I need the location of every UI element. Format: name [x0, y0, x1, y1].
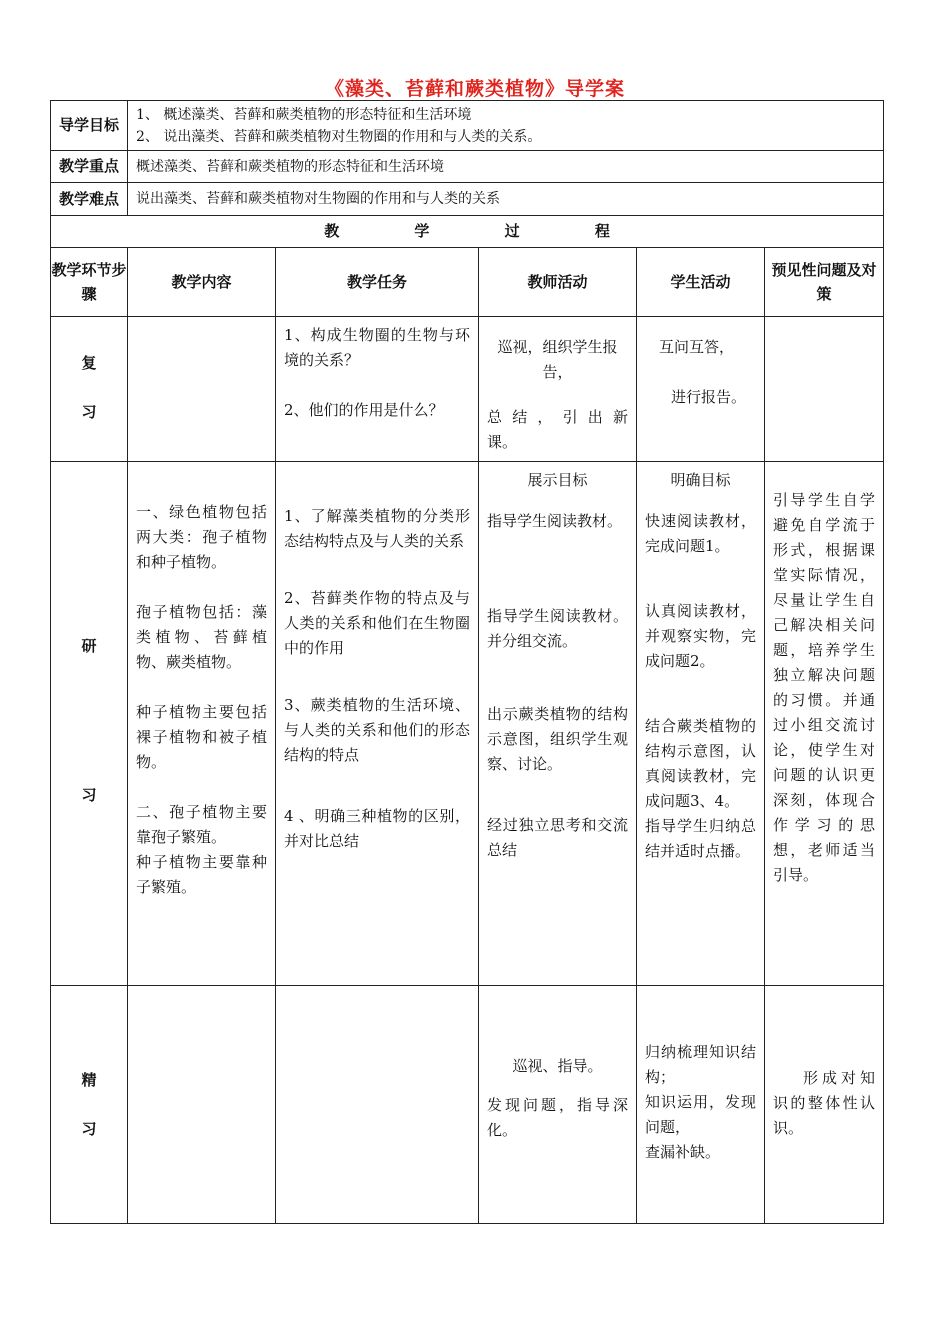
study-task-2: 2、苔藓类作物的特点及与人类的关系和他们在生物圈中的作用 [284, 589, 470, 657]
study-teacher-3: 出示蕨类植物的结构示意图，组织学生观察、讨论。 [487, 705, 628, 773]
review-task-2: 2、他们的作用是什么？ [284, 401, 444, 419]
study-task [276, 462, 479, 986]
goals-label: 导学目标 [51, 101, 128, 151]
study-content-4: 二、孢子植物主要靠孢子繁殖。 [136, 803, 267, 846]
difficulty-label: 教学难点 [51, 183, 128, 216]
study-student-2: 认真阅读教材，并观察实物，完成问题2。 [645, 602, 756, 670]
practice-student-3: 查漏补缺。 [645, 1143, 721, 1161]
practice-stage [51, 986, 128, 1224]
practice-student-2: 知识运用，发现问题， [645, 1093, 756, 1136]
difficulty-row [51, 183, 884, 216]
practice-predict [765, 986, 884, 1224]
study-student-0: 明确目标 [670, 471, 731, 489]
practice-teacher [479, 986, 637, 1224]
study-content [128, 462, 276, 986]
practice-stage-a: 精 [81, 1071, 97, 1089]
study-content-5: 种子植物主要靠种子繁殖。 [136, 853, 267, 896]
header-step: 教学环节步骤 [51, 248, 128, 317]
process-title: 教 学 过 程 [51, 216, 884, 248]
study-teacher [479, 462, 637, 986]
practice-student [637, 986, 765, 1224]
study-content-1: 一、绿色植物包括两大类：孢子植物和种子植物。 [136, 503, 267, 571]
key-point-label: 教学重点 [51, 151, 128, 183]
review-task-1: 1、构成生物圈的生物与环境的关系？ [284, 326, 470, 369]
goal-line-1: 1、 概述藻类、苔藓和蕨类植物的形态特征和生活环境 [136, 106, 472, 123]
study-content-3: 种子植物主要包括裸子植物和被子植物。 [136, 703, 267, 771]
review-predict [765, 317, 884, 462]
study-stage [51, 462, 128, 986]
study-teacher-4: 经过独立思考和交流总结 [487, 816, 628, 859]
header-predict: 预见性问题及对策 [765, 248, 884, 317]
study-content-2: 孢子植物包括：藻类植物、苔藓植物、蕨类植物。 [136, 603, 267, 671]
practice-student-1: 归纳梳理知识结构； [645, 1043, 756, 1086]
study-teacher-2: 指导学生阅读教材。并分组交流。 [487, 607, 628, 650]
study-task-1: 1、了解藻类植物的分类形态结构特点及与人类的关系 [284, 507, 470, 550]
practice-task [276, 986, 479, 1224]
goal-line-2: 2、 说出藻类、苔藓和蕨类植物对生物圈的作用和与人类的关系。 [136, 128, 542, 145]
page-title: 《藻类、苔藓和蕨类植物》导学案 [324, 78, 625, 100]
review-stage-a: 复 [81, 354, 97, 372]
review-task [276, 317, 479, 462]
study-student-4: 指导学生归纳总结并适时点播。 [645, 817, 756, 860]
header-content: 教学内容 [128, 248, 276, 317]
review-teacher-2: 总 结 ， 引 出 新 课。 [487, 408, 628, 451]
practice-teacher-1: 巡视、指导。 [512, 1057, 603, 1075]
review-student [637, 317, 765, 462]
header-teacher: 教师活动 [479, 248, 637, 317]
review-student-2: 进行报告。 [671, 388, 747, 406]
study-teacher-1: 指导学生阅读教材。 [487, 512, 623, 530]
study-teacher-0: 展示目标 [527, 471, 588, 489]
review-teacher-1: 巡视，组织学生报告， [497, 338, 618, 381]
practice-teacher-2: 发现问题，指导深化。 [487, 1096, 628, 1139]
review-teacher [479, 317, 637, 462]
study-student-1: 快速阅读教材，完成问题1。 [645, 512, 756, 555]
practice-predict-text: 形成对知识的整体性认识。 [773, 1069, 876, 1137]
study-student-3: 结合蕨类植物的结构示意图，认真阅读教材，完成问题3、4。 [645, 717, 756, 810]
lesson-plan-table [50, 100, 884, 1224]
practice-row [51, 986, 884, 1224]
practice-stage-b: 习 [81, 1120, 97, 1138]
study-task-4: 4 、明确三种植物的区别，并对比总结 [284, 807, 470, 850]
review-content [128, 317, 276, 462]
study-stage-b: 习 [81, 786, 97, 804]
goals-text [128, 101, 884, 151]
study-row [51, 462, 884, 986]
study-student [637, 462, 765, 986]
process-title-row [51, 216, 884, 248]
study-task-3: 3、蕨类植物的生活环境、与人类的关系和他们的形态结构的特点 [284, 696, 470, 764]
difficulty-text: 说出藻类、苔藓和蕨类植物对生物圈的作用和与人类的关系 [128, 183, 884, 216]
review-student-1: 互问互答， [659, 338, 735, 356]
header-student: 学生活动 [637, 248, 765, 317]
key-point-row [51, 151, 884, 183]
key-point-text: 概述藻类、苔藓和蕨类植物的形态特征和生活环境 [128, 151, 884, 183]
goals-row [51, 101, 884, 151]
review-row [51, 317, 884, 462]
review-stage-b: 习 [81, 403, 97, 421]
header-task: 教学任务 [276, 248, 479, 317]
study-predict: 引导学生自学避免自学流于形式，根据课堂实际情况，尽量让学生自己解决相关问题，培养学生独立解决问题的习惯。并通过小组交流讨论，使学生对问题的认识更深刻，体现合作学习的思想，老师适当引导。 [765, 462, 884, 986]
review-stage [51, 317, 128, 462]
header-row [51, 248, 884, 317]
practice-content [128, 986, 276, 1224]
study-stage-a: 研 [81, 637, 97, 655]
